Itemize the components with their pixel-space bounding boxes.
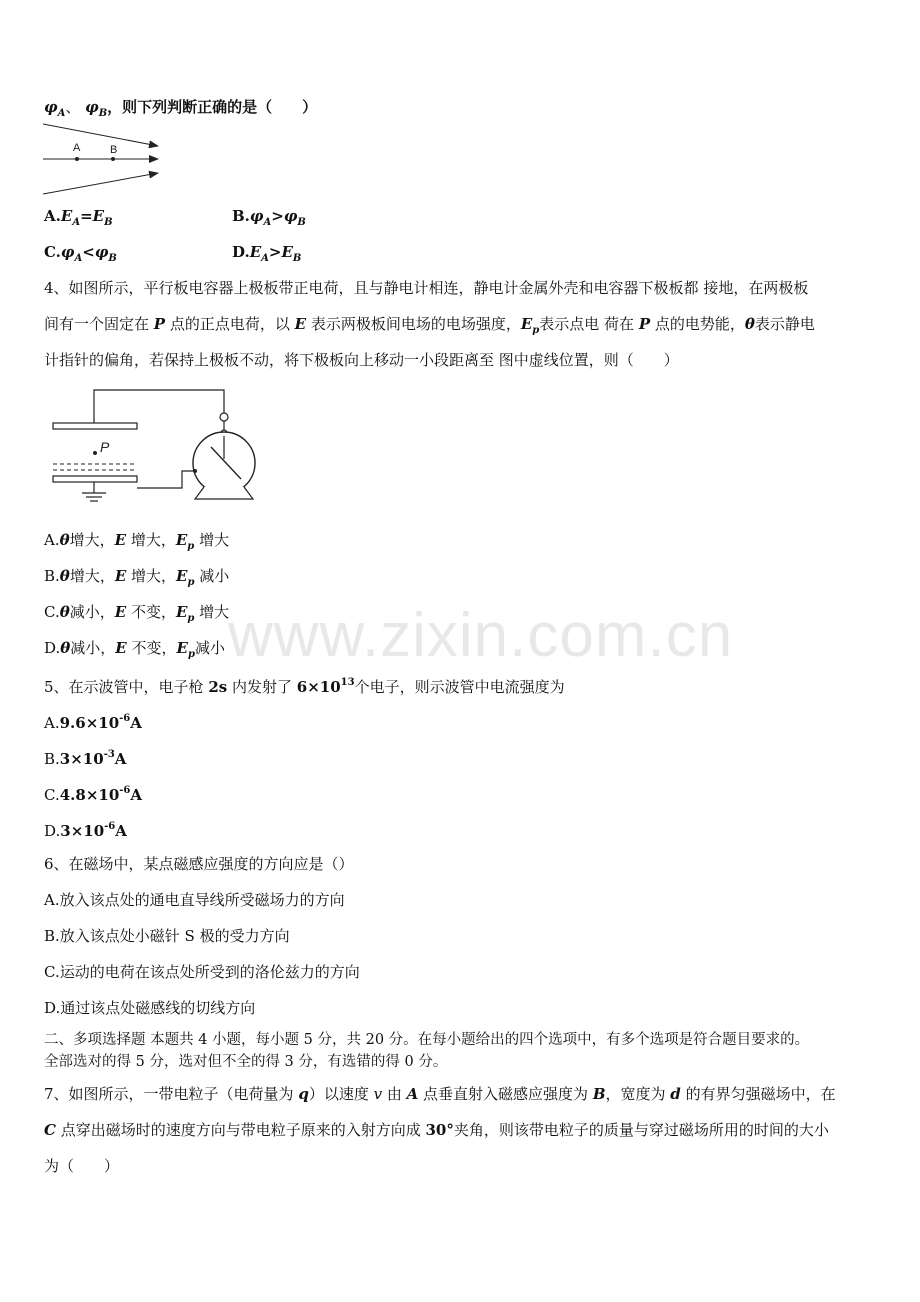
- point-a: [75, 157, 79, 161]
- field-lines-figure: [40, 120, 165, 200]
- q4-option-c[interactable]: C.θ减小，E 不变，$E_p$ 增大: [44, 603, 230, 624]
- point-b-label: B: [110, 144, 118, 156]
- q5-option-d[interactable]: $D.3\times 10^{-6}A$: [44, 821, 127, 840]
- q3-stem: $\varphi_A$、 $\varphi_B$，则下列判断正确的是（ ）: [44, 98, 318, 119]
- point-p-label: P: [100, 439, 110, 455]
- q6-option-c[interactable]: C.运动的电荷在该点处所受到的洛伦兹力的方向: [44, 963, 360, 981]
- q5-stem: 5、在示波管中，电子枪 2s 内发射了 $6\times 10^{13}$个电子，则示波管中电流强度为: [44, 677, 565, 696]
- q3-option-c[interactable]: $C.\varphi_A<\varphi_B$: [44, 243, 117, 264]
- electroscope-terminal: [220, 413, 228, 421]
- q4-stem-line1: 4、如图所示，平行板电容器上极板带正电荷，且与静电计相连，静电计金属外壳和电容器下极板都 接地，在两极板: [44, 279, 809, 297]
- electroscope-base: [195, 487, 253, 499]
- q4-option-a[interactable]: A.θ增大，E 增大，$E_p$ 增大: [44, 531, 230, 552]
- q6-option-b[interactable]: B.放入该点处小磁针 S 极的受力方向: [44, 927, 290, 945]
- q3-option-b[interactable]: $B.\varphi_A>\varphi_B$: [232, 207, 306, 228]
- lower-plate: [53, 476, 137, 482]
- q3-option-a[interactable]: $A.E_A=E_B$: [44, 207, 113, 228]
- section2-header-line2: 全部选对的得 5 分，选对但不全的得 3 分，有选错的得 0 分。: [44, 1054, 448, 1070]
- q6-option-a[interactable]: A.放入该点处的通电直导线所受磁场力的方向: [44, 891, 345, 909]
- q4-stem-line2: 间有一个固定在 P 点的正点电荷，以 E 表示两极板间电场的电场强度，$E_p$表示点电 荷在 P 点的电势能，θ表示静电: [44, 315, 815, 336]
- phi-b: $\varphi_B$: [85, 98, 108, 119]
- q5-option-b[interactable]: $B.3\times 10^{-3}A$: [44, 749, 127, 768]
- q5-option-a[interactable]: $A.9.6\times 10^{-6}A$: [44, 713, 142, 732]
- q5-option-c[interactable]: $C.4.8\times 10^{-6}A$: [44, 785, 143, 804]
- point-p: [93, 451, 97, 455]
- q7-stem-line3: 为（ ）: [44, 1157, 120, 1175]
- upper-wire: [94, 390, 224, 423]
- q7-stem-line2: C 点穿出磁场时的速度方向与带电粒子原来的入射方向成 30°夹角，则该带电粒子的质量与穿过磁场所用的时间的大小: [44, 1121, 829, 1139]
- q6-option-d[interactable]: D.通过该点处磁感线的切线方向: [44, 999, 256, 1017]
- point-a-label: A: [73, 142, 81, 154]
- q6-stem: 6、在磁场中，某点磁感应强度的方向应是（）: [44, 855, 354, 873]
- upper-plate: [53, 423, 137, 429]
- point-b: [111, 157, 115, 161]
- lower-wire: [137, 471, 195, 488]
- field-line-bottom: [43, 173, 158, 194]
- q4-stem-line3: 计指针的偏角，若保持上极板不动，将下极板向上移动一小段距离至 图中虚线位置，则（ ）: [44, 351, 679, 369]
- field-line-top: [43, 124, 158, 146]
- q4-option-b[interactable]: B.θ增大，E 增大，$E_p$ 减小: [44, 567, 230, 588]
- section2-header-line1: 二、多项选择题 本题共 4 小题，每小题 5 分，共 20 分。在每小题给出的四个选项中，有多个选项是符合题目要求的。: [44, 1032, 810, 1048]
- q7-stem-line1: 7、如图所示，一带电粒子（电荷量为 q）以速度 v 由 A 点垂直射入磁感应强度为 B，宽度为 d 的有界匀强磁场中，在: [44, 1085, 836, 1103]
- capacitor-electroscope-figure: [44, 385, 274, 515]
- phi-a: $\varphi_A$: [44, 98, 66, 119]
- watermark: www.zixin.com.cn: [228, 601, 734, 670]
- q3-option-d[interactable]: $D.E_A>E_B$: [232, 243, 302, 264]
- q4-option-d[interactable]: D.θ减小，E 不变，$E_p$减小: [44, 639, 225, 660]
